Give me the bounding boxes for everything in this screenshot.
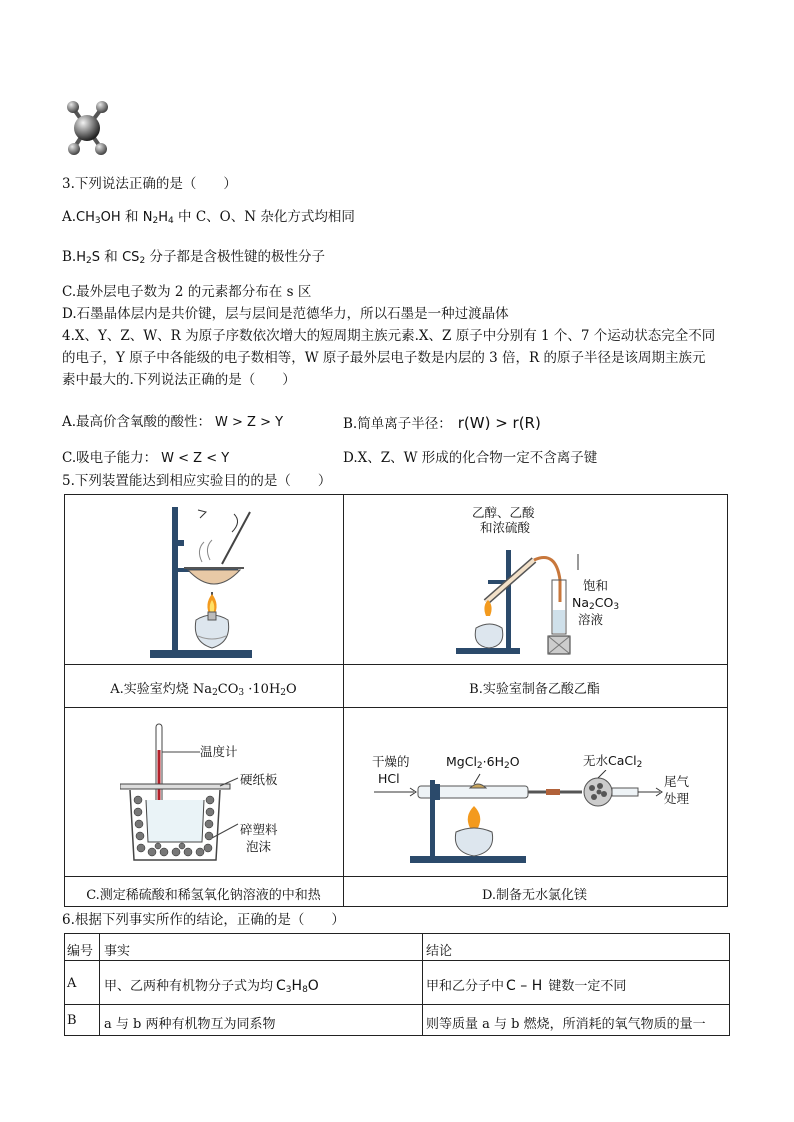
caption-d: D.制备无水氯化镁 (481, 888, 588, 903)
label-foam-1: 碎塑料 (240, 822, 278, 837)
label-conc-sulfuric: 和浓硫酸 (480, 520, 531, 535)
caption-a: A.实验室灼烧 $Na_2CO_3 \cdot 10H_2O$ (110, 682, 297, 698)
apparatus-d-dehydration (370, 770, 690, 866)
molecule-ball-stick-icon (62, 98, 112, 158)
q6-header-id: 编号 (67, 944, 94, 959)
label-foam-2: 泡沫 (246, 839, 272, 854)
q6-row-b-id: B (67, 1013, 77, 1028)
label-tail-gas-2: 处理 (664, 791, 690, 806)
label-tail-gas-1: 尾气 (664, 774, 690, 789)
q6-row-a-conclusion: 甲和乙分子中 C – H 键数一定不同 (426, 978, 627, 994)
q6-row-b-conclusion: 则等质量 a 与 b 燃烧，所消耗的氧气物质的量一 (426, 1017, 706, 1032)
q6-stem: 6.根据下列事实所作的结论，正确的是（ ） (62, 912, 345, 928)
label-na2co3: $Na_2CO_3$ (572, 595, 620, 612)
caption-b: B.实验室制备乙酸乙酯 (469, 682, 600, 697)
q6-row-b-fact: a 与 b 两种有机物互为同系物 (104, 1017, 276, 1032)
q6-header-conclusion: 结论 (426, 944, 453, 959)
q4-stem-line1: 4.X、Y、Z、W、R 为原子序数依次增大的短周期主族元素.X、Z 原子中分别有 1 个、7 个运动状态完全不同 (62, 328, 716, 344)
q4-option-a: A.最高价含氧酸的酸性： W > Z > Y (62, 414, 284, 430)
label-hcl: HCl (378, 771, 400, 786)
q5-stem: 5.下列装置能达到相应实验目的的是（ ） (62, 473, 332, 489)
label-saturated: 饱和 (583, 578, 609, 593)
q4-stem-line3: 素中最大的.下列说法正确的是（ ） (62, 372, 296, 388)
label-anhydrous-cacl2: 无水CaCl$_2$ (583, 753, 643, 770)
q6-header-fact: 事实 (104, 944, 131, 959)
caption-c: C.测定稀硫酸和稀氢氧化钠溶液的中和热 (86, 888, 321, 903)
apparatus-c-calorimeter (120, 720, 240, 870)
label-cardboard: 硬纸板 (240, 772, 278, 787)
q3-option-a: $A.CH_3OH$ 和 $N_2H_4$ 中 C、O、N 杂化方式均相同 (62, 209, 355, 226)
label-solution: 溶液 (578, 612, 604, 627)
label-mgcl2-hydrate: $MgCl_2\cdot 6H_2O$ (446, 754, 520, 771)
q6-row-a-fact: 甲、乙两种有机物分子式为均 $C_3H_8O$ (104, 978, 319, 995)
q4-option-d: D.X、Z、W 形成的化合物一定不含离子键 (343, 450, 598, 466)
q3-option-c: C.最外层电子数为 2 的元素都分布在 s 区 (62, 284, 312, 300)
q3-stem: 3.下列说法正确的是（ ） (62, 176, 237, 192)
label-ethanol-acetic: 乙醇、乙酸 (472, 505, 535, 520)
q4-stem-line2: 的电子，Y 原子中各能级的电子数相等，W 原子最外层电子数是内层的 3 倍，R 的原子半径是该周期主族元 (62, 350, 706, 366)
apparatus-a-heating-dish (150, 502, 270, 660)
label-dry: 干燥的 (372, 754, 410, 769)
q4-option-c: C.吸电子能力： W < Z < Y (62, 450, 230, 466)
q3-option-b: $B.H_2S$ 和 $CS_2$ 分子都是含极性键的极性分子 (62, 249, 325, 266)
label-thermometer: 温度计 (200, 744, 238, 759)
q4-option-b: B.简单离子半径： r(W) > r(R) (343, 414, 541, 432)
q6-row-a-id: A (67, 976, 77, 991)
q3-option-d: D.石墨晶体层内是共价键，层与层间是范德华力，所以石墨是一种过渡晶体 (62, 306, 509, 322)
